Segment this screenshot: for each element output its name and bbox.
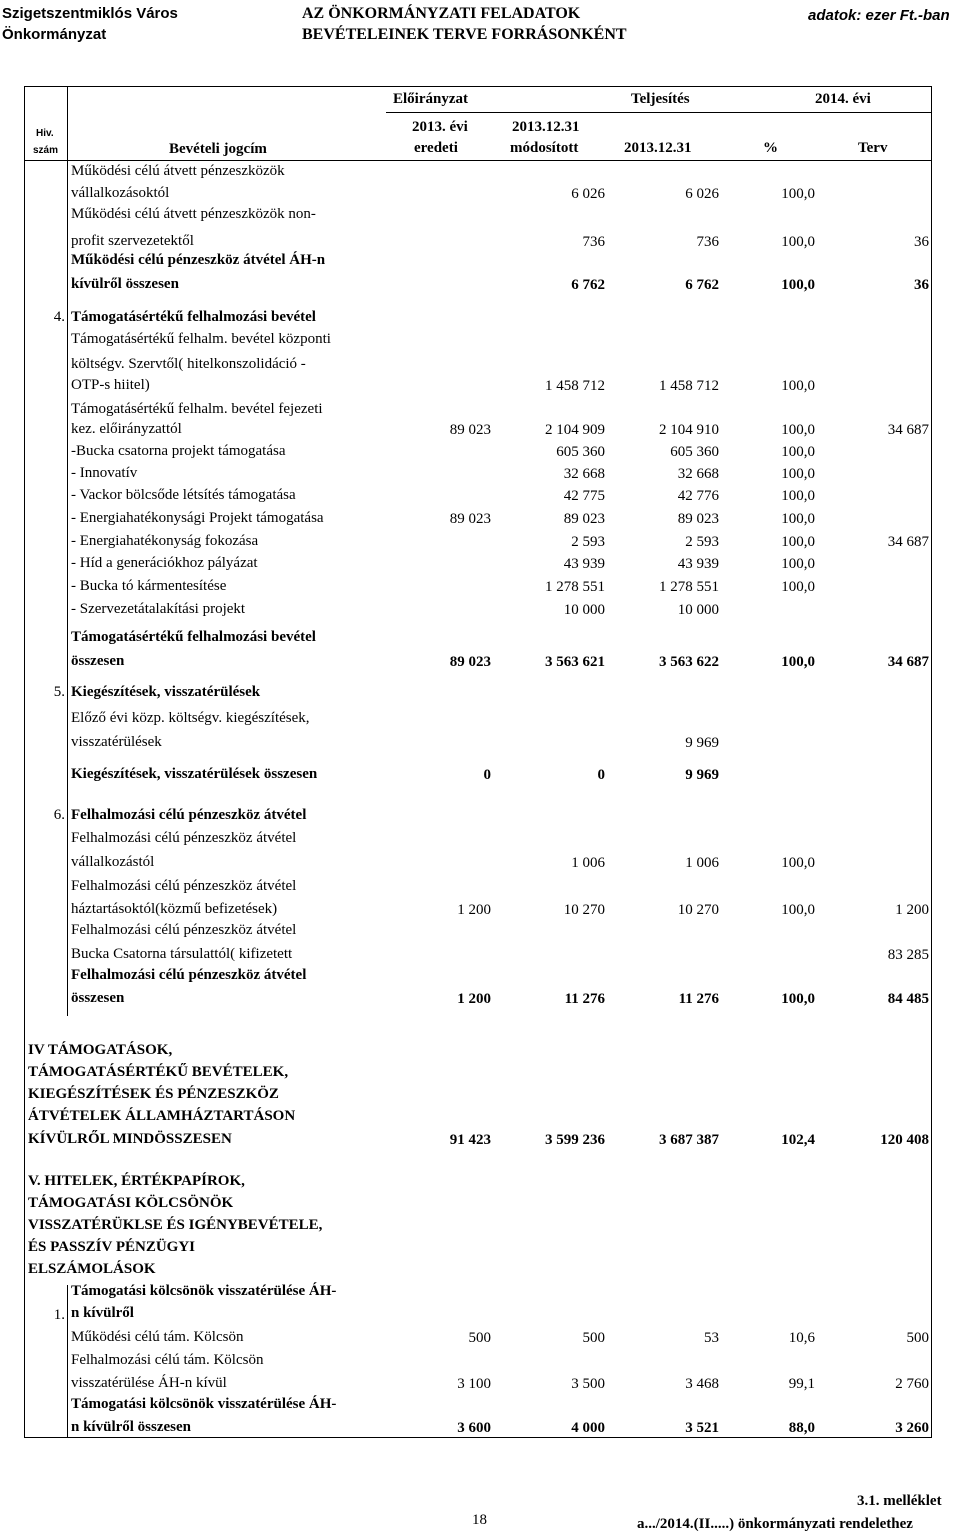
row-label-cont: kez. előirányzattól <box>71 421 182 437</box>
value-terv: 36 <box>914 234 929 250</box>
header-eredeti: eredeti <box>414 140 458 156</box>
value-terv: 3 260 <box>895 1420 929 1436</box>
row-label: - Bucka tó kármentesítése <box>71 578 227 594</box>
value-percent: 102,4 <box>781 1132 815 1148</box>
annex-label: 3.1. melléklet <box>857 1493 942 1509</box>
value-modositott: 6 026 <box>571 186 605 202</box>
value-modositott: 0 <box>597 767 605 783</box>
row-label-cont: vállalkozástól <box>71 854 155 870</box>
row-label: Felhalmozási célú pénzeszköz átvétel <box>71 967 307 983</box>
value-teljesites: 32 668 <box>677 466 719 482</box>
value-modositott: 2 104 909 <box>545 422 605 438</box>
row-number: 1. <box>53 1307 65 1323</box>
row-label: Támogatásértékű felhalmozási bevétel <box>71 629 316 645</box>
row-label-cont: Bucka Csatorna társulattól( kifizetett <box>71 946 293 962</box>
row-label: Kiegészítések, visszatérülések <box>71 684 261 700</box>
value-teljesites: 43 939 <box>677 556 719 572</box>
value-percent: 100,0 <box>781 444 815 460</box>
value-percent: 100,0 <box>781 654 815 670</box>
value-teljesites: 10 000 <box>677 602 719 618</box>
value-eredeti: 91 423 <box>449 1132 491 1148</box>
row-label: Támogatási kölcsönök visszatérülése ÁH- <box>71 1283 337 1299</box>
row-label-cont: összesen <box>71 990 125 1006</box>
value-percent: 100,0 <box>781 277 815 293</box>
value-eredeti: 89 023 <box>449 422 491 438</box>
row-label: Támogatási kölcsönök visszatérülése ÁH- <box>71 1396 337 1412</box>
value-modositott: 3 563 621 <box>545 654 605 670</box>
value-modositott: 32 668 <box>563 466 605 482</box>
value-teljesites: 3 521 <box>685 1420 719 1436</box>
value-percent: 100,0 <box>781 902 815 918</box>
row-label: - Szervezetátalakítási projekt <box>71 601 246 617</box>
row-label-cont: KÍVÜLRŐL MINDÖSSZESEN <box>28 1131 232 1147</box>
value-modositott: 11 276 <box>564 991 605 1007</box>
row-label-cont: VISSZATÉRÜKLSE ÉS IGÉNYBEVÉTELE, <box>28 1217 323 1233</box>
row-label: Felhalmozási célú pénzeszköz átvétel <box>71 830 297 846</box>
row-label-cont: ELSZÁMOLÁSOK <box>28 1261 156 1277</box>
value-modositott: 736 <box>582 234 605 250</box>
row-label-cont: n kívülről <box>71 1305 134 1321</box>
header-modositott: módosított <box>510 140 579 156</box>
header-pct: % <box>763 140 778 156</box>
row-label: - Híd a generációkhoz pályázat <box>71 555 258 571</box>
num-column-line <box>67 86 68 1016</box>
units-note: adatok: ezer Ft.-ban <box>808 7 950 24</box>
value-terv: 83 285 <box>887 947 929 963</box>
row-label-cont: összesen <box>71 653 125 669</box>
value-teljesites: 10 270 <box>677 902 719 918</box>
row-label-cont: vállalkozásoktól <box>71 185 170 201</box>
row-label-cont: n kívülről összesen <box>71 1419 192 1435</box>
value-modositott: 2 593 <box>571 534 605 550</box>
value-percent: 100,0 <box>781 186 815 202</box>
value-eredeti: 3 600 <box>457 1420 491 1436</box>
row-label-cont: kívülről összesen <box>71 276 179 292</box>
row-label: Felhalmozási célú pénzeszköz átvétel <box>71 807 307 823</box>
header-telj-date: 2013.12.31 <box>624 140 692 156</box>
value-teljesites: 9 969 <box>685 767 719 783</box>
value-teljesites: 11 276 <box>678 991 719 1007</box>
value-modositott: 10 270 <box>563 902 605 918</box>
value-modositott: 4 000 <box>571 1420 605 1436</box>
value-modositott: 89 023 <box>563 511 605 527</box>
row-label: - Energiahatékonyság fokozása <box>71 533 259 549</box>
decree-label: a.../2014.(II.....) önkormányzati rendelethez <box>637 1516 913 1532</box>
value-percent: 100,0 <box>781 466 815 482</box>
row-label: -Bucka csatorna projekt támogatása <box>71 443 286 459</box>
row-label-cont: KIEGÉSZÍTÉSEK ÉS PÉNZESZKÖZ <box>28 1086 279 1102</box>
row-label-cont: TÁMOGATÁSI KÖLCSÖNÖK <box>28 1195 234 1211</box>
value-eredeti: 89 023 <box>449 511 491 527</box>
value-modositott: 1 458 712 <box>545 378 605 394</box>
value-eredeti: 3 100 <box>457 1376 491 1392</box>
value-teljesites: 9 969 <box>685 735 719 751</box>
value-percent: 100,0 <box>781 488 815 504</box>
row-label-cont: visszatérülése ÁH-n kívül <box>71 1375 227 1391</box>
row-label: Felhalmozási célú pénzeszköz átvétel <box>71 922 297 938</box>
row-label: IV TÁMOGATÁSOK, <box>28 1042 173 1058</box>
value-percent: 100,0 <box>781 991 815 1007</box>
value-modositott: 42 775 <box>563 488 605 504</box>
value-percent: 100,0 <box>781 556 815 572</box>
row-label-cont: visszatérülések <box>71 734 162 750</box>
row-label-cont: ÁTVÉTELEK ÁLLAMHÁZTARTÁSON <box>28 1108 296 1124</box>
value-terv: 2 760 <box>895 1376 929 1392</box>
row-label: - Innovatív <box>71 465 138 481</box>
page-number: 18 <box>472 1512 487 1528</box>
value-modositott: 1 278 551 <box>545 579 605 595</box>
header-teljesites: Teljesítés <box>631 91 690 107</box>
value-modositott: 43 939 <box>563 556 605 572</box>
value-modositott: 10 000 <box>563 602 605 618</box>
value-teljesites: 53 <box>704 1330 719 1346</box>
header-mod-date: 2013.12.31 <box>512 119 580 135</box>
value-percent: 100,0 <box>781 534 815 550</box>
value-modositott: 3 599 236 <box>545 1132 605 1148</box>
document-title: AZ ÖNKORMÁNYZATI FELADATOK BEVÉTELEINEK TERVE FORRÁSONKÉNT <box>302 5 627 43</box>
row-label-cont: ÉS PASSZÍV PÉNZÜGYI <box>28 1239 195 1255</box>
value-teljesites: 2 593 <box>685 534 719 550</box>
header-divider <box>386 112 932 113</box>
value-eredeti: 500 <box>468 1330 491 1346</box>
value-terv: 34 687 <box>887 422 929 438</box>
value-teljesites: 42 776 <box>677 488 719 504</box>
row-label-cont: háztartásoktól(közmű befizetések) <box>71 901 278 917</box>
value-percent: 100,0 <box>781 378 815 394</box>
value-modositott: 6 762 <box>571 277 605 293</box>
header-bottom-line <box>24 160 932 161</box>
row-label: - Energiahatékonysági Projekt támogatása <box>71 510 324 526</box>
value-terv: 34 687 <box>887 534 929 550</box>
row-label: V. HITELEK, ÉRTÉKPAPÍROK, <box>28 1173 245 1189</box>
header-jogcim: Bevételi jogcím <box>169 141 267 157</box>
row-label-cont: profit szervezetektől <box>71 233 194 249</box>
value-teljesites: 6 762 <box>685 277 719 293</box>
value-teljesites: 89 023 <box>677 511 719 527</box>
value-terv: 34 687 <box>887 654 929 670</box>
value-eredeti: 1 200 <box>457 991 491 1007</box>
value-teljesites: 3 468 <box>685 1376 719 1392</box>
value-terv: 36 <box>914 277 929 293</box>
header-2014: 2014. évi <box>815 91 871 107</box>
value-percent: 100,0 <box>781 855 815 871</box>
row-label: Működési célú átvett pénzeszközök non- <box>71 206 316 222</box>
row-label: Támogatásértékű felhalm. bevétel fejezeti <box>71 401 323 417</box>
value-terv: 1 200 <box>895 902 929 918</box>
row-number: 5. <box>53 684 65 700</box>
value-teljesites: 605 360 <box>670 444 719 460</box>
header-eloiranyzat: Előirányzat <box>393 91 468 107</box>
row-label: Működési célú átvett pénzeszközök <box>71 163 285 179</box>
value-modositott: 1 006 <box>571 855 605 871</box>
row-label: Előző évi közp. költségv. kiegészítések, <box>71 710 310 726</box>
header-terv: Terv <box>858 140 888 156</box>
row-label: Kiegészítések, visszatérülések összesen <box>71 766 318 782</box>
value-terv: 500 <box>906 1330 929 1346</box>
header-szam: szám <box>33 145 59 156</box>
value-teljesites: 736 <box>696 234 719 250</box>
value-teljesites: 3 563 622 <box>659 654 719 670</box>
value-terv: 84 485 <box>887 991 929 1007</box>
num-column-line-2 <box>67 1285 68 1438</box>
value-teljesites: 2 104 910 <box>659 422 719 438</box>
row-label: Támogatásértékű felhalm. bevétel központi <box>71 331 331 347</box>
value-terv: 120 408 <box>880 1132 929 1148</box>
value-teljesites: 1 458 712 <box>659 378 719 394</box>
row-label: Működési célú pénzeszköz átvétel ÁH-n <box>71 252 326 268</box>
value-percent: 100,0 <box>781 234 815 250</box>
row-label: Felhalmozási célú pénzeszköz átvétel <box>71 878 297 894</box>
value-percent: 88,0 <box>788 1420 815 1436</box>
value-teljesites: 1 006 <box>685 855 719 871</box>
value-percent: 100,0 <box>781 511 815 527</box>
row-label: Felhalmozási célú tám. Kölcsön <box>71 1352 264 1368</box>
row-label-cont: TÁMOGATÁSÉRTÉKŰ BEVÉTELEK, <box>28 1064 289 1080</box>
value-percent: 100,0 <box>781 579 815 595</box>
value-teljesites: 6 026 <box>685 186 719 202</box>
row-number: 6. <box>53 807 65 823</box>
row-number: 4. <box>53 309 65 325</box>
municipality-name: Szigetszentmiklós Város Önkormányzat <box>2 5 178 43</box>
value-modositott: 3 500 <box>571 1376 605 1392</box>
row-label-cont: OTP-s hiitel) <box>71 377 150 393</box>
row-label: Támogatásértékű felhalmozási bevétel <box>71 309 316 325</box>
value-modositott: 500 <box>582 1330 605 1346</box>
value-teljesites: 3 687 387 <box>659 1132 719 1148</box>
row-label: Működési célú tám. Kölcsön <box>71 1329 244 1345</box>
value-teljesites: 1 278 551 <box>659 579 719 595</box>
header-hiv: Hiv. <box>36 128 54 139</box>
value-modositott: 605 360 <box>556 444 605 460</box>
value-percent: 100,0 <box>781 422 815 438</box>
row-label-cont: költségv. Szervtől( hitelkonszolidáció - <box>71 356 306 372</box>
value-percent: 10,6 <box>788 1330 815 1346</box>
value-eredeti: 89 023 <box>449 654 491 670</box>
value-eredeti: 0 <box>483 767 491 783</box>
value-eredeti: 1 200 <box>457 902 491 918</box>
value-percent: 99,1 <box>788 1376 815 1392</box>
row-label: - Vackor bölcsőde létsítés támogatása <box>71 487 296 503</box>
header-ev2013: 2013. évi <box>412 119 468 135</box>
